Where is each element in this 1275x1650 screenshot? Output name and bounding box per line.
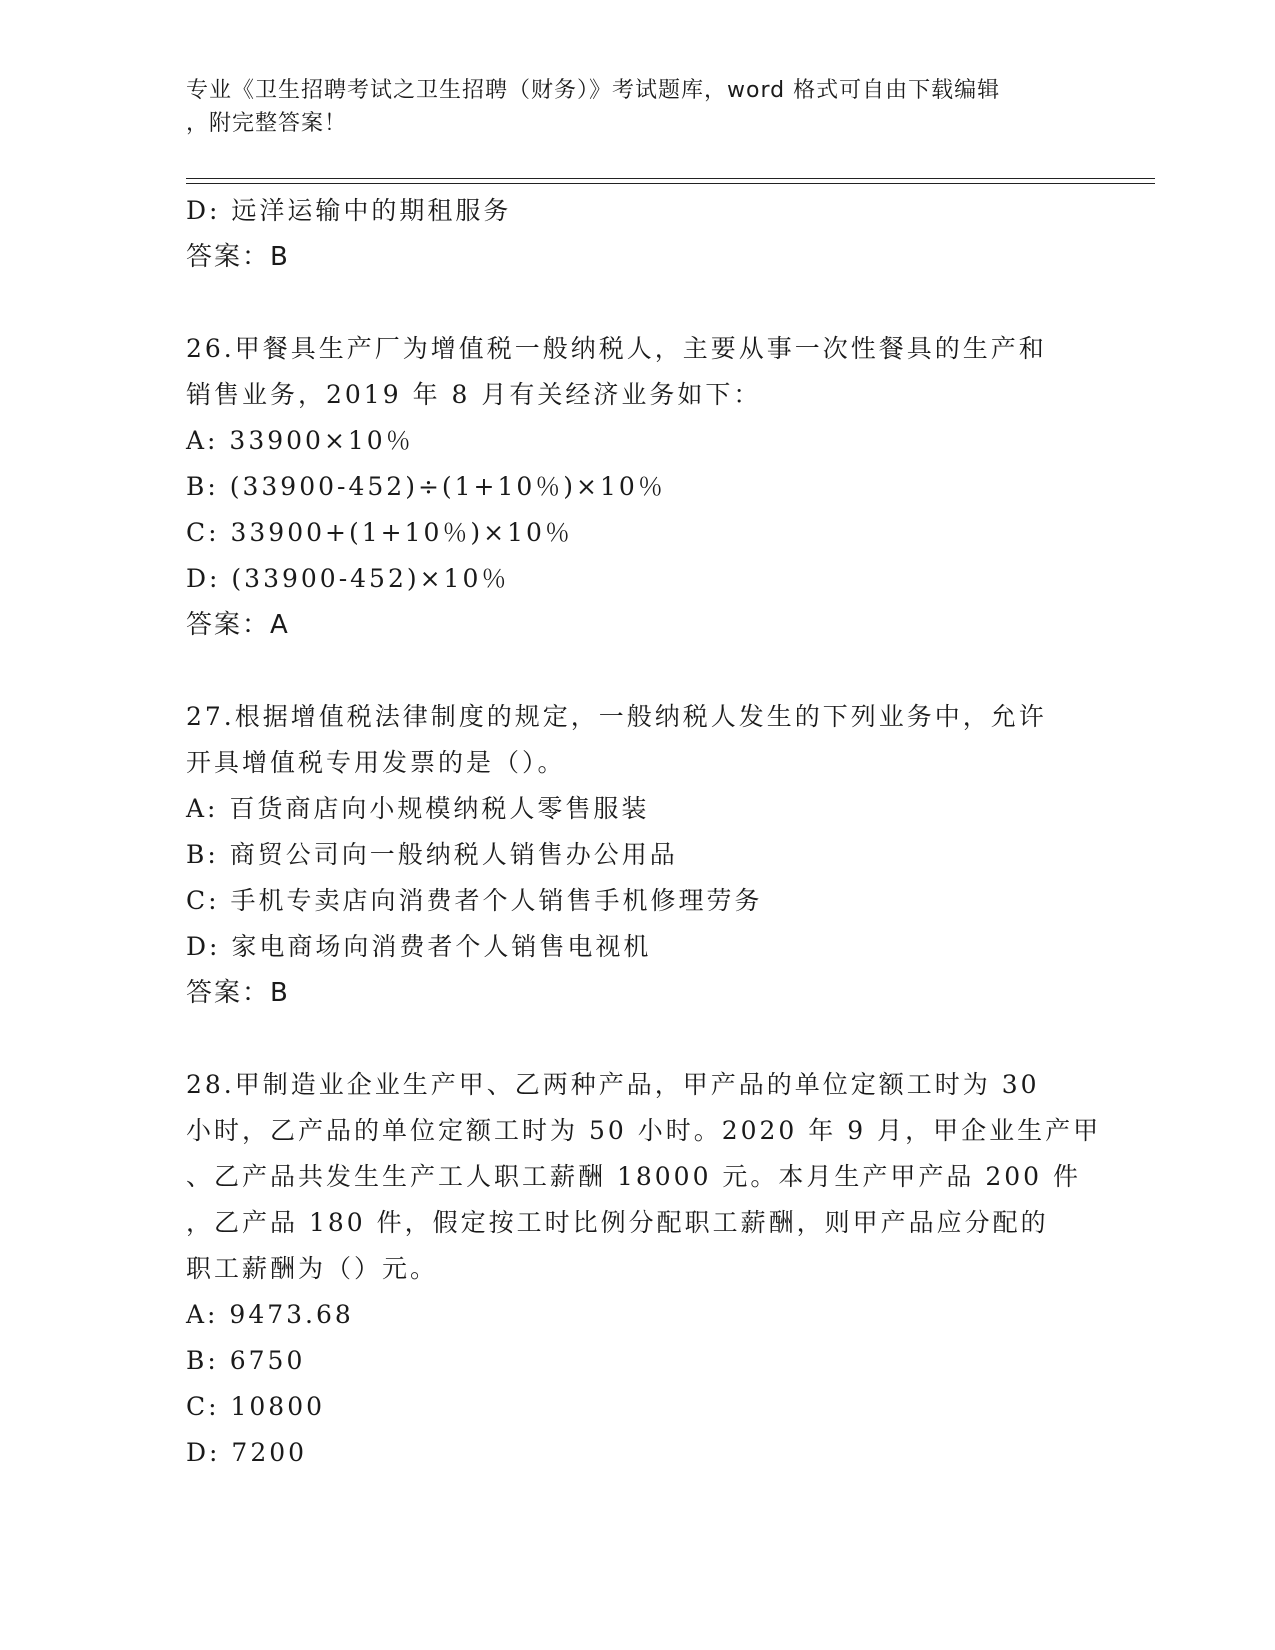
question-28-option-c: C: 10800 bbox=[186, 1392, 326, 1421]
document-header bbox=[186, 74, 1086, 140]
question-27-answer: 答案：B bbox=[186, 978, 290, 1008]
question-28-stem-line-2: 小时，乙产品的单位定额工时为 50 小时。2020 年 9 月，甲企业生产甲 bbox=[186, 1116, 1102, 1145]
header-rule-bottom bbox=[186, 183, 1155, 184]
question-28-stem-line-5: 职工薪酬为（）元。 bbox=[186, 1254, 439, 1283]
prev-answer: 答案：B bbox=[186, 242, 290, 272]
prev-option-d: D: 远洋运输中的期租服务 bbox=[186, 196, 512, 225]
question-27-option-b: B: 商贸公司向一般纳税人销售办公用品 bbox=[186, 840, 678, 869]
question-26 bbox=[186, 326, 1086, 648]
question-28-stem-line-1: 28.甲制造业企业生产甲、乙两种产品，甲产品的单位定额工时为 30 bbox=[186, 1070, 1040, 1099]
question-27-stem-line-2: 开具增值税专用发票的是（）。 bbox=[186, 748, 566, 777]
question-28-option-b: B: 6750 bbox=[186, 1346, 306, 1375]
question-27-option-d: D: 家电商场向消费者个人销售电视机 bbox=[186, 932, 652, 961]
question-27 bbox=[186, 694, 1086, 1016]
question-28-option-a: A: 9473.68 bbox=[186, 1300, 354, 1329]
question-27-stem-line-1: 27.根据增值税法律制度的规定，一般纳税人发生的下列业务中，允许 bbox=[186, 702, 1047, 731]
question-26-stem-line-2: 销售业务，2019 年 8 月有关经济业务如下： bbox=[186, 380, 762, 409]
header-rule-top bbox=[186, 178, 1155, 179]
question-26-option-a: A: 33900×10％ bbox=[186, 426, 414, 455]
question-28 bbox=[186, 1062, 1102, 1476]
question-27-option-c: C: 手机专卖店向消费者个人销售手机修理劳务 bbox=[186, 886, 763, 915]
question-26-option-d: D: (33900-452)×10％ bbox=[186, 564, 510, 593]
spacer bbox=[186, 280, 1086, 326]
question-28-stem-line-3: 、乙产品共发生生产工人职工薪酬 18000 元。本月生产甲产品 200 件 bbox=[186, 1162, 1082, 1191]
header-line-1: 专业《卫生招聘考试之卫生招聘（财务）》考试题库，word 格式可自由下载编辑 bbox=[186, 78, 1001, 103]
spacer bbox=[186, 648, 1086, 694]
question-content bbox=[186, 188, 1102, 1476]
question-28-option-d: D: 7200 bbox=[186, 1438, 308, 1467]
question-26-option-b: B: (33900-452)÷(1+10％)×10％ bbox=[186, 472, 666, 501]
question-28-stem-line-4: ，乙产品 180 件，假定按工时比例分配职工薪酬，则甲产品应分配的 bbox=[186, 1208, 1049, 1237]
question-26-stem-line-1: 26.甲餐具生产厂为增值税一般纳税人，主要从事一次性餐具的生产和 bbox=[186, 334, 1047, 363]
spacer bbox=[186, 1016, 1086, 1062]
question-26-answer: 答案：A bbox=[186, 610, 290, 640]
header-line-2: ，附完整答案！ bbox=[186, 111, 348, 136]
question-27-option-a: A: 百货商店向小规模纳税人零售服装 bbox=[186, 794, 650, 823]
question-26-option-c: C: 33900+(1+10％)×10％ bbox=[186, 518, 573, 547]
